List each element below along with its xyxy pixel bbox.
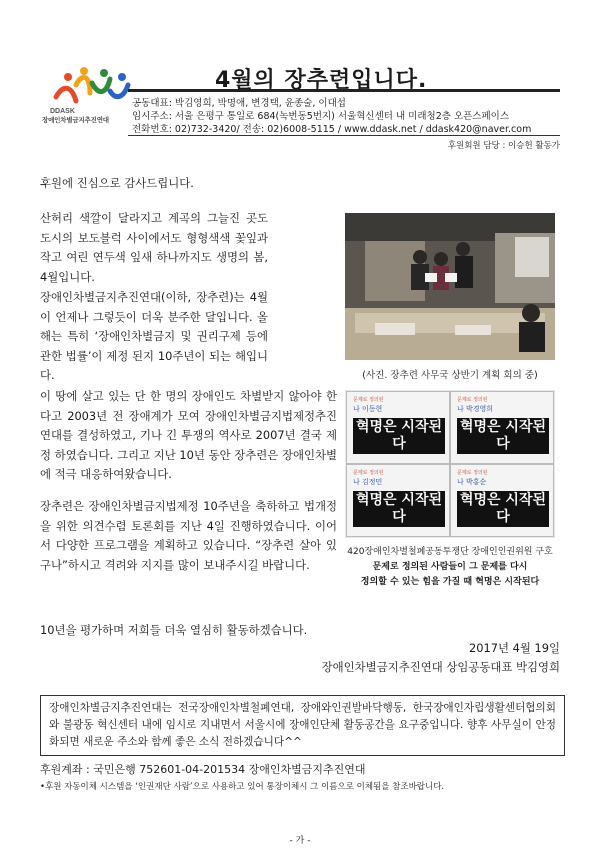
poster-small-text: 문제로 정의된 (353, 397, 384, 403)
letter-signature: 장애인차별금지추진연대 상임공동대표 박김영희 (321, 660, 560, 674)
auto-transfer-note: •후원 자동이체 시스템을 ‘인권재단 사람’으로 사용하고 있어 통장이체시 그 이름으로 이체됨을 참조바랍니다. (40, 782, 445, 792)
ddask-logo (46, 65, 138, 135)
poster-name: 나 김정민 (353, 478, 383, 486)
logo-org-name: 장애인차별금지추진연대 (42, 116, 109, 124)
poster (346, 464, 450, 537)
caption-line-2: 문제로 정의된 사람들이 그 문제를 다시 (372, 562, 528, 572)
donation-account: 후원계좌 : 국민은행 752601-04-201534 장애인차별금지추진연대 (40, 763, 366, 776)
poster-small-text: 문제로 정의된 (353, 470, 384, 476)
paragraph-5: 10년을 평가하며 저희들 더욱 열심히 활동하겠습니다. (40, 623, 308, 637)
header (40, 55, 560, 155)
title-rule (128, 89, 560, 92)
poster (450, 391, 554, 464)
address-line: 임시주소: 서울 은평구 통일로 684(녹번동5번지) 서울혁신센터 내 미래청2층 오픈스페이스 (132, 111, 510, 122)
phone-line: 전화번호: 02)732-3420/ 전송: 02)6008-5115 / www.ddask.net / ddask420@naver.com (132, 124, 532, 135)
paragraph-3: 이 땅에 살고 있는 단 한 명의 장애인도 차별받지 않아야 한다고 2003년 전 장애계가 모여 장애인차별금지법제정추진연대를 결성하였고, 기나 긴 투쟁의 역사로 2007년 결국 제정 하였습니다. 그리고 지난 10년 동안 장추련은 장애인차별에 적극 대응하여왔습니다. (40, 389, 337, 481)
office-notice-box: 장애인차별금지추진연대는 전국장애인차별철폐연대, 장애와인권발바닥행동, 한국장애인자립생활센터협의회와 불광동 혁신센터 내에 임시로 지내면서 서울시에 장애인단체 활동공간을 요구중입니다. 향후 사무실이 안정화되면 새로운 주소와 함께 좋은 소식 전하겠습니다^^ (40, 695, 565, 756)
paragraph-4: 장추련은 장애인차별금지법제정 10주년을 축하하고 법개정을 위한 의견수렴 토론회를 지난 4일 진행하였습니다. 이어서 다양한 프로그램을 계획하고 있습니다. “장추련 살아 있구나”하시고 격려와 지지를 많이 보내주시길 바랍니다. (40, 499, 337, 572)
contact-person: 후원회원 담당 : 이승헌 활동가 (447, 141, 560, 151)
paragraph-2: 장애인차별금지추진연대(이하, 장추련)는 4월이 언제나 그렇듯이 더욱 분주한 달입니다. 올해는 특히 ‘장애인차별금지 및 권리구제 등에 관한 법률’이 제정 된지 10주년이 되는 해입니다. (40, 290, 268, 382)
poster-photo (345, 390, 555, 538)
representatives-line: 공동대표: 박김영희, 박명애, 변경택, 윤종술, 이대섭 (132, 98, 346, 109)
poster-photo-caption (345, 545, 555, 590)
poster-small-text: 문제로 정의된 (457, 397, 488, 403)
header-divider (128, 135, 560, 136)
meeting-photo-caption: (사진. 장추련 사무국 상반기 계획 회의 중) (362, 370, 538, 381)
poster-slogan: 혁명은 시작된다 (353, 491, 445, 527)
poster-slogan: 혁명은 시작된다 (353, 418, 445, 454)
poster-small-text: 문제로 정의된 (457, 470, 488, 476)
poster-name: 나 이동현 (353, 405, 383, 413)
paragraph-1: 산허리 색깔이 달라지고 계곡의 그늘진 곳도 도시의 보도블럭 사이에서도 형형색색 꽃잎과 작고 여린 연두색 잎새 하나까지도 생명의 봄, 4월입니다. (40, 211, 268, 284)
thanks-line: 후원에 진심으로 감사드립니다. (40, 176, 194, 190)
poster-slogan: 혁명은 시작된다 (457, 418, 549, 454)
caption-line-1: 420장애인차별철폐공동투쟁단 장애인인권위원 구호 (347, 547, 553, 557)
poster (450, 464, 554, 537)
poster-name: 나 박홍순 (457, 478, 487, 486)
caption-line-3: 정의할 수 있는 힘을 가질 때 혁명은 시작된다 (360, 577, 540, 587)
logo-brand: DDASK (50, 108, 75, 115)
poster (346, 391, 450, 464)
letter-date: 2017년 4월 19일 (469, 641, 560, 655)
page-number: - 가 - (289, 836, 311, 846)
meeting-photo (345, 213, 555, 360)
poster-name: 나 박경영희 (457, 405, 494, 413)
poster-slogan: 혁명은 시작된다 (457, 491, 549, 527)
contact-info (132, 97, 531, 136)
page-title: 4월의 장추련입니다. (215, 68, 428, 93)
